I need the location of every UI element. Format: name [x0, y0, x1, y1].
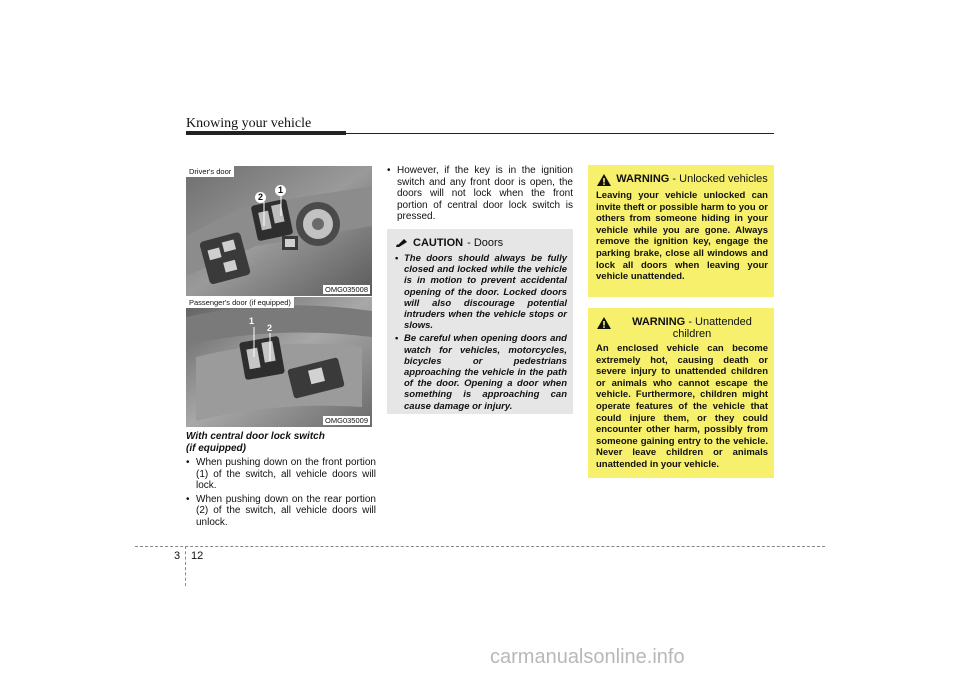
subsection-heading-line2: (if equipped): [186, 443, 246, 454]
warning-body: An enclosed vehicle can become extremely hot, causing death or severe injury to unattended children or animals who cannot escape the vehicle. Furthermore, children might operate features of the vehicle that could injure them, or they could encounter other harm, possibly from someone gaining entry to the vehicle. Never leave children or animals unattended in your vehicle.: [596, 343, 768, 470]
list-item: • When pushing down on the rear portion (2) of the switch, all vehicle doors will unlock.: [186, 494, 376, 529]
figure-code: OMG035009: [325, 416, 368, 425]
subsection-heading: [186, 431, 376, 455]
watermark: carmanualsonline.info: [490, 646, 685, 668]
warning-box-unlocked-vehicles: [588, 165, 774, 297]
warning-label: WARNING: [616, 173, 670, 185]
passenger-door-switch-illustration: [186, 297, 372, 427]
footer-vertical-divider: [185, 546, 186, 586]
photo-caption: Driver's door: [186, 166, 234, 177]
warning-label: WARNING: [632, 316, 686, 328]
marker-2: 2: [255, 192, 266, 203]
section-title: Knowing your vehicle: [186, 116, 312, 131]
list-item: • The doors should always be fully closed and locked while the vehicle is in motion to prevent accidental opening of the door. Locked doors will also discourage potential intruders when the vehicle stops or slows.: [395, 253, 567, 331]
photo-caption: Passenger's door (if equipped): [186, 297, 294, 308]
warning-heading: [596, 173, 768, 187]
marker-1: 1: [275, 185, 286, 196]
footer-divider: [135, 546, 825, 547]
title-rule: [186, 133, 774, 134]
warning-heading: [596, 316, 768, 340]
warning-body: Leaving your vehicle unlocked can invite theft or possible harm to you or others from someone hiding in your vehicle while you are gone. Always remove the ignition key, engage the parking brake, close all windows and lock all doors when leaving your vehicle unattended.: [596, 190, 768, 283]
marker-1: 1: [249, 316, 255, 326]
chapter-number: 3: [174, 550, 181, 562]
warning-subject: - Unattended children: [672, 316, 752, 340]
list-item: • When pushing down on the front portion (1) of the switch, all vehicle doors will lock.: [186, 457, 376, 492]
driver-door-photo: [186, 166, 372, 296]
caution-box: [387, 229, 573, 414]
left-bullet-list: [186, 457, 376, 530]
caution-list: [387, 253, 573, 412]
warning-triangle-icon: [596, 173, 612, 187]
caution-label: CAUTION: [413, 237, 464, 249]
pencil-icon: [395, 238, 409, 248]
warning-subject: - Unlocked vehicles: [672, 173, 768, 185]
page-number: 12: [191, 550, 204, 562]
marker-2: 2: [267, 323, 273, 333]
warning-triangle-icon: [596, 316, 612, 330]
warning-box-unattended-children: [588, 308, 774, 478]
subsection-heading-line1: With central door lock switch: [186, 431, 325, 442]
figure-code: OMG035008: [325, 285, 368, 294]
list-item: • Be careful when opening doors and watch for vehicles, motorcycles, bicycles or pedestrians approaching the vehicle in the path of the door. Opening a door when something is approaching can cause damage or injury.: [395, 333, 567, 411]
middle-bullet-list: [387, 165, 573, 225]
list-item: • However, if the key is in the ignition switch and any front door is open, the doors will not lock when the front portion of central door lock switch is pressed.: [387, 165, 573, 223]
caution-subject: - Doors: [467, 237, 504, 249]
passenger-door-photo: [186, 297, 372, 427]
caution-heading: [395, 237, 573, 249]
